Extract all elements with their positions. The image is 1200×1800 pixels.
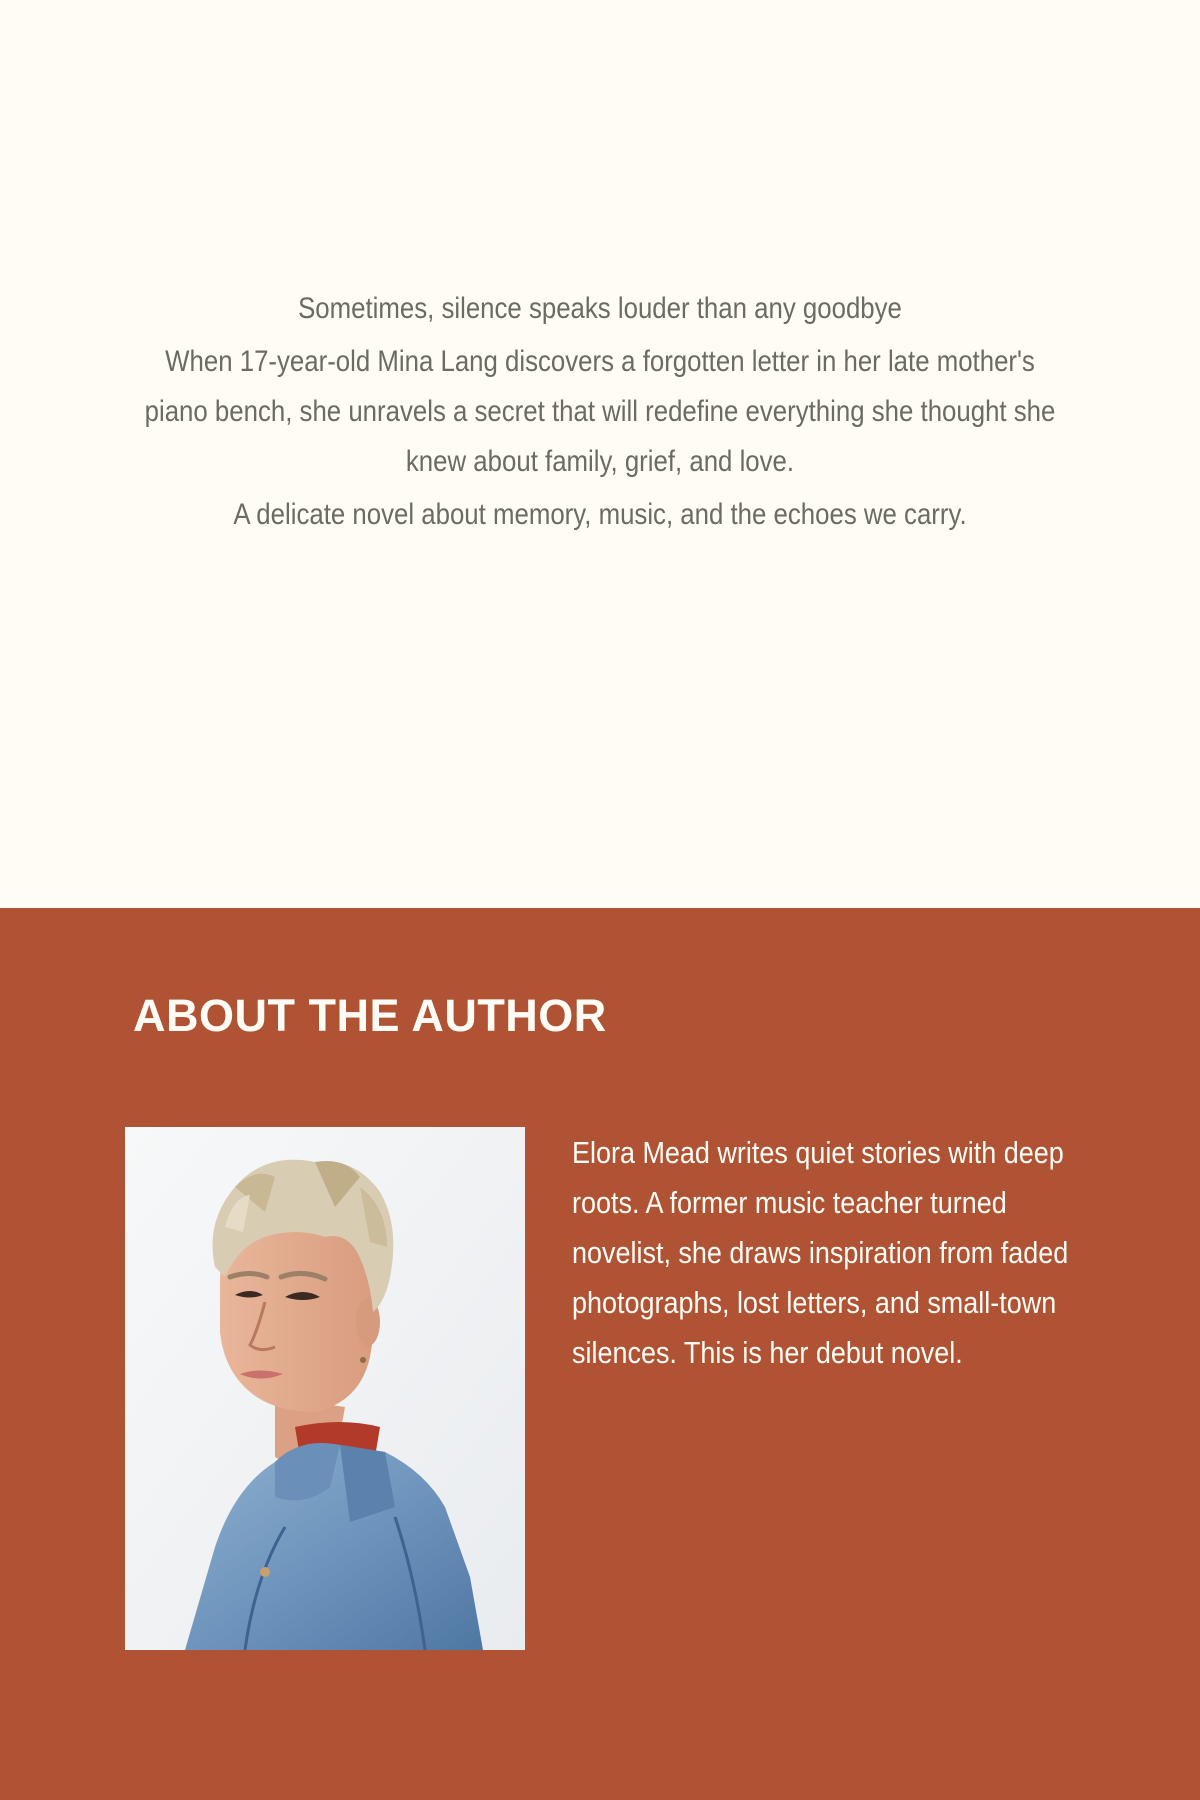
about-author-heading: ABOUT THE AUTHOR — [133, 990, 607, 1041]
synopsis-paragraph: When 17-year-old Mina Lang discovers a forgotten letter in her late mother's piano bench, she unravels a secret that will redefine everything she thought she knew about family, grief, and love. — [144, 345, 1056, 478]
synopsis-block — [136, 284, 1065, 540]
author-bio: Elora Mead writes quiet stories with deep roots. A former music teacher turned novelist, she draws inspiration from faded photographs, lost letters, and small-town silences. This is her debut novel. — [572, 1135, 1069, 1370]
closing-line: A delicate novel about memory, music, and the echoes we carry. — [233, 498, 967, 531]
author-portrait-photo — [125, 1127, 525, 1650]
tagline: Sometimes, silence speaks louder than any goodbye — [298, 292, 902, 325]
